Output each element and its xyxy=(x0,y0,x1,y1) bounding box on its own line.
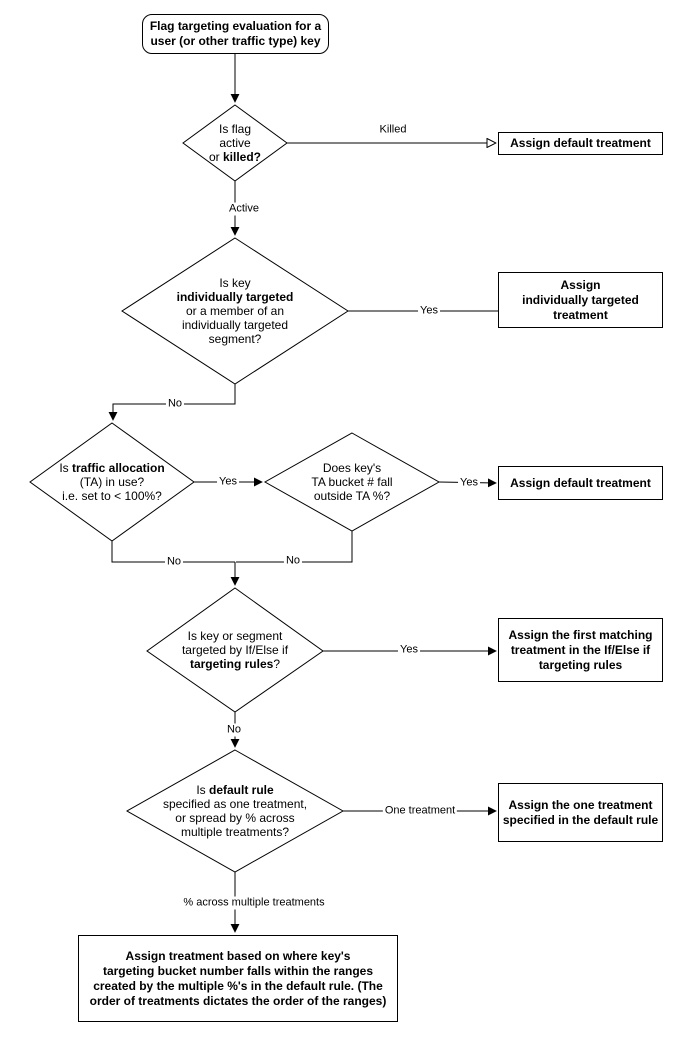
edge-label-no-outside: No xyxy=(285,554,301,567)
decision-traffic-allocation: Is traffic allocation (TA) in use? i.e. set to < 100%? xyxy=(59,461,165,503)
box-assign-treatment-by-ranges: Assign treatment based on where key's targeting bucket number falls within the ranges created by the multiple %'s in the default rule. (The order of treatments dictates the order of the ranges) xyxy=(78,935,398,1022)
edge-label-one-treatment: One treatment xyxy=(384,804,456,817)
edge-label-yes-outside: Yes xyxy=(460,476,478,489)
edge-label-active: Active xyxy=(229,202,259,215)
edge-label-multiple-treatments: % across multiple treatments xyxy=(183,896,325,909)
edge-label-no-individually: No xyxy=(167,397,183,410)
decision-targeting-rules: Is key or segment targeted by If/Else if targeting rules? xyxy=(181,629,289,671)
edge-label-killed: Killed xyxy=(379,123,407,136)
edge-label-yes-rules: Yes xyxy=(400,643,418,656)
box-assign-default-treatment-killed: Assign default treatment xyxy=(498,132,663,155)
edge-label-no-ta: No xyxy=(166,555,182,568)
box-assign-individually-targeted-treatment: Assign individually targeted treatment xyxy=(498,272,663,328)
decision-individually-targeted: Is key individually targeted or a member of an individually targeted segment? xyxy=(176,276,294,346)
edge-label-yes-individually: Yes xyxy=(420,304,438,317)
edge-label-yes-ta: Yes xyxy=(219,475,237,488)
edge-label-no-rules: No xyxy=(226,723,242,736)
decision-ta-bucket: Does key's TA bucket # fall outside TA %? xyxy=(311,461,393,503)
box-assign-first-matching-treatment: Assign the first matching treatment in the If/Else if targeting rules xyxy=(498,618,663,682)
box-assign-default-treatment-ta: Assign default treatment xyxy=(498,466,663,500)
start-terminal: Flag targeting evaluation for a user (or other traffic type) key xyxy=(142,14,329,54)
box-assign-one-treatment: Assign the one treatment specified in the default rule xyxy=(498,783,663,842)
decision-default-rule: Is default rule specified as one treatment, or spread by % across multiple treatments? xyxy=(162,783,308,839)
decision-flag-active: Is flag active or killed? xyxy=(208,122,262,164)
